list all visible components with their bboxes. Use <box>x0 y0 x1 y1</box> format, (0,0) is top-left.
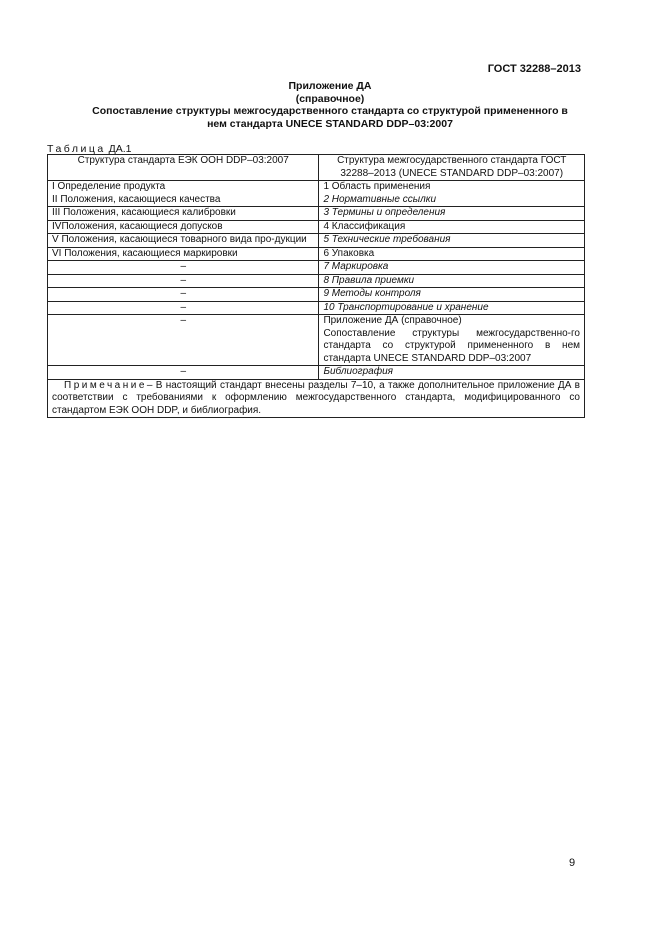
appendix-heading <box>40 80 620 130</box>
table-row <box>48 366 585 380</box>
cell-gost-section <box>319 274 585 288</box>
table-row <box>48 207 585 221</box>
cell-unece-section <box>48 288 319 302</box>
cell-unece-section <box>48 247 319 261</box>
appendix-subtitle-line-2: нем стандарта UNECE STANDARD DDP–03:2007 <box>207 117 453 130</box>
note-text: – В настоящий стандарт внесены разделы 7–10, а также дополнительное приложение ДА в соответствии с требованиями к оформлению межгосударственного стандарта, модифицированного со стандартом ЕЭК ООН DDP, и библиография. <box>52 379 580 416</box>
gost-section-line: 1 Область применения <box>323 181 431 192</box>
appendix-status: (справочное) <box>295 92 365 105</box>
cell-unece-section <box>48 315 319 366</box>
gost-section-line: 2 Нормативные ссылки <box>323 193 437 205</box>
table-row <box>48 288 585 302</box>
page-number: 9 <box>569 857 576 869</box>
gost-section-line: 10 Транспортирование и хранение <box>323 301 489 313</box>
unece-section-line: II Положения, касающиеся качества <box>52 193 221 205</box>
unece-section-line: – <box>180 315 186 326</box>
unece-section-line: IVПоложения, касающиеся допусков <box>52 220 223 232</box>
gost-section-line: 9 Методы контроля <box>323 288 421 299</box>
table-row <box>48 274 585 288</box>
cell-gost-section <box>319 247 585 261</box>
gost-section-line: 7 Маркировка <box>323 261 389 272</box>
cell-unece-section <box>48 301 319 315</box>
note-label: Примечание <box>64 379 147 391</box>
table-note <box>48 379 585 418</box>
cell-unece-section <box>48 207 319 221</box>
appendix-subtitle-line-1: Сопоставление структуры межгосударственного стандарта со структурой примененного в <box>92 105 568 117</box>
gost-section-line: 8 Правила приемки <box>323 274 415 286</box>
gost-section-line: 3 Термины и определения <box>323 207 446 218</box>
unece-section-line: I Определение продукта <box>52 181 166 192</box>
gost-section-line: 5 Технические требования <box>323 234 451 245</box>
header-left: Структура стандарта ЕЭК ООН DDP–03:2007 <box>48 155 319 181</box>
gost-section-line: Приложение ДА (справочное) <box>323 315 462 326</box>
unece-section-line: III Положения, касающиеся калибровки <box>52 207 236 218</box>
gost-section-line: 4 Классификация <box>323 220 406 232</box>
cell-gost-section <box>319 366 585 380</box>
table-note-row <box>48 379 585 418</box>
appendix-title: Приложение ДА <box>288 80 372 92</box>
gost-section-line: Сопоставление структуры межгосударственно-го стандарта со структурой примененного в нем стандарта UNECE STANDARD DDP–03:2007 <box>323 327 580 364</box>
cell-gost-section <box>319 207 585 221</box>
table-row <box>48 261 585 275</box>
cell-unece-section <box>48 366 319 380</box>
table-row <box>48 247 585 261</box>
unece-section-line: – <box>180 366 186 377</box>
gost-section-line: 6 Упаковка <box>323 247 375 259</box>
note-paragraph <box>52 380 580 418</box>
table-caption-id: ДА.1 <box>108 143 132 155</box>
cell-unece-section <box>48 181 319 207</box>
cell-gost-section <box>319 288 585 302</box>
table-row <box>48 315 585 366</box>
gost-section-line: Библиография <box>323 366 393 377</box>
standard-code: ГОСТ 32288–2013 <box>487 63 581 75</box>
unece-section-line: – <box>180 274 186 286</box>
table-row <box>48 301 585 315</box>
table-row <box>48 181 585 207</box>
comparison-table <box>47 154 585 418</box>
cell-gost-section <box>319 220 585 234</box>
cell-unece-section <box>48 220 319 234</box>
table-caption-label: Таблица <box>47 143 106 155</box>
header-right: Структура межгосударственного стандарта ГОСТ 32288–2013 (UNECE STANDARD DDP–03:2007) <box>319 155 585 181</box>
unece-section-line: – <box>180 288 186 299</box>
table-row <box>48 220 585 234</box>
unece-section-line: VI Положения, касающиеся маркировки <box>52 247 238 259</box>
unece-section-line: – <box>180 301 186 313</box>
unece-section-line: V Положения, касающиеся товарного вида про-дукции <box>52 234 307 245</box>
unece-section-line: – <box>180 261 186 272</box>
cell-unece-section <box>48 274 319 288</box>
cell-gost-section <box>319 261 585 275</box>
table-row <box>48 234 585 248</box>
table-header-row <box>48 155 585 181</box>
cell-gost-section <box>319 315 585 366</box>
cell-unece-section <box>48 261 319 275</box>
cell-gost-section <box>319 181 585 207</box>
cell-gost-section <box>319 234 585 248</box>
cell-unece-section <box>48 234 319 248</box>
cell-gost-section <box>319 301 585 315</box>
